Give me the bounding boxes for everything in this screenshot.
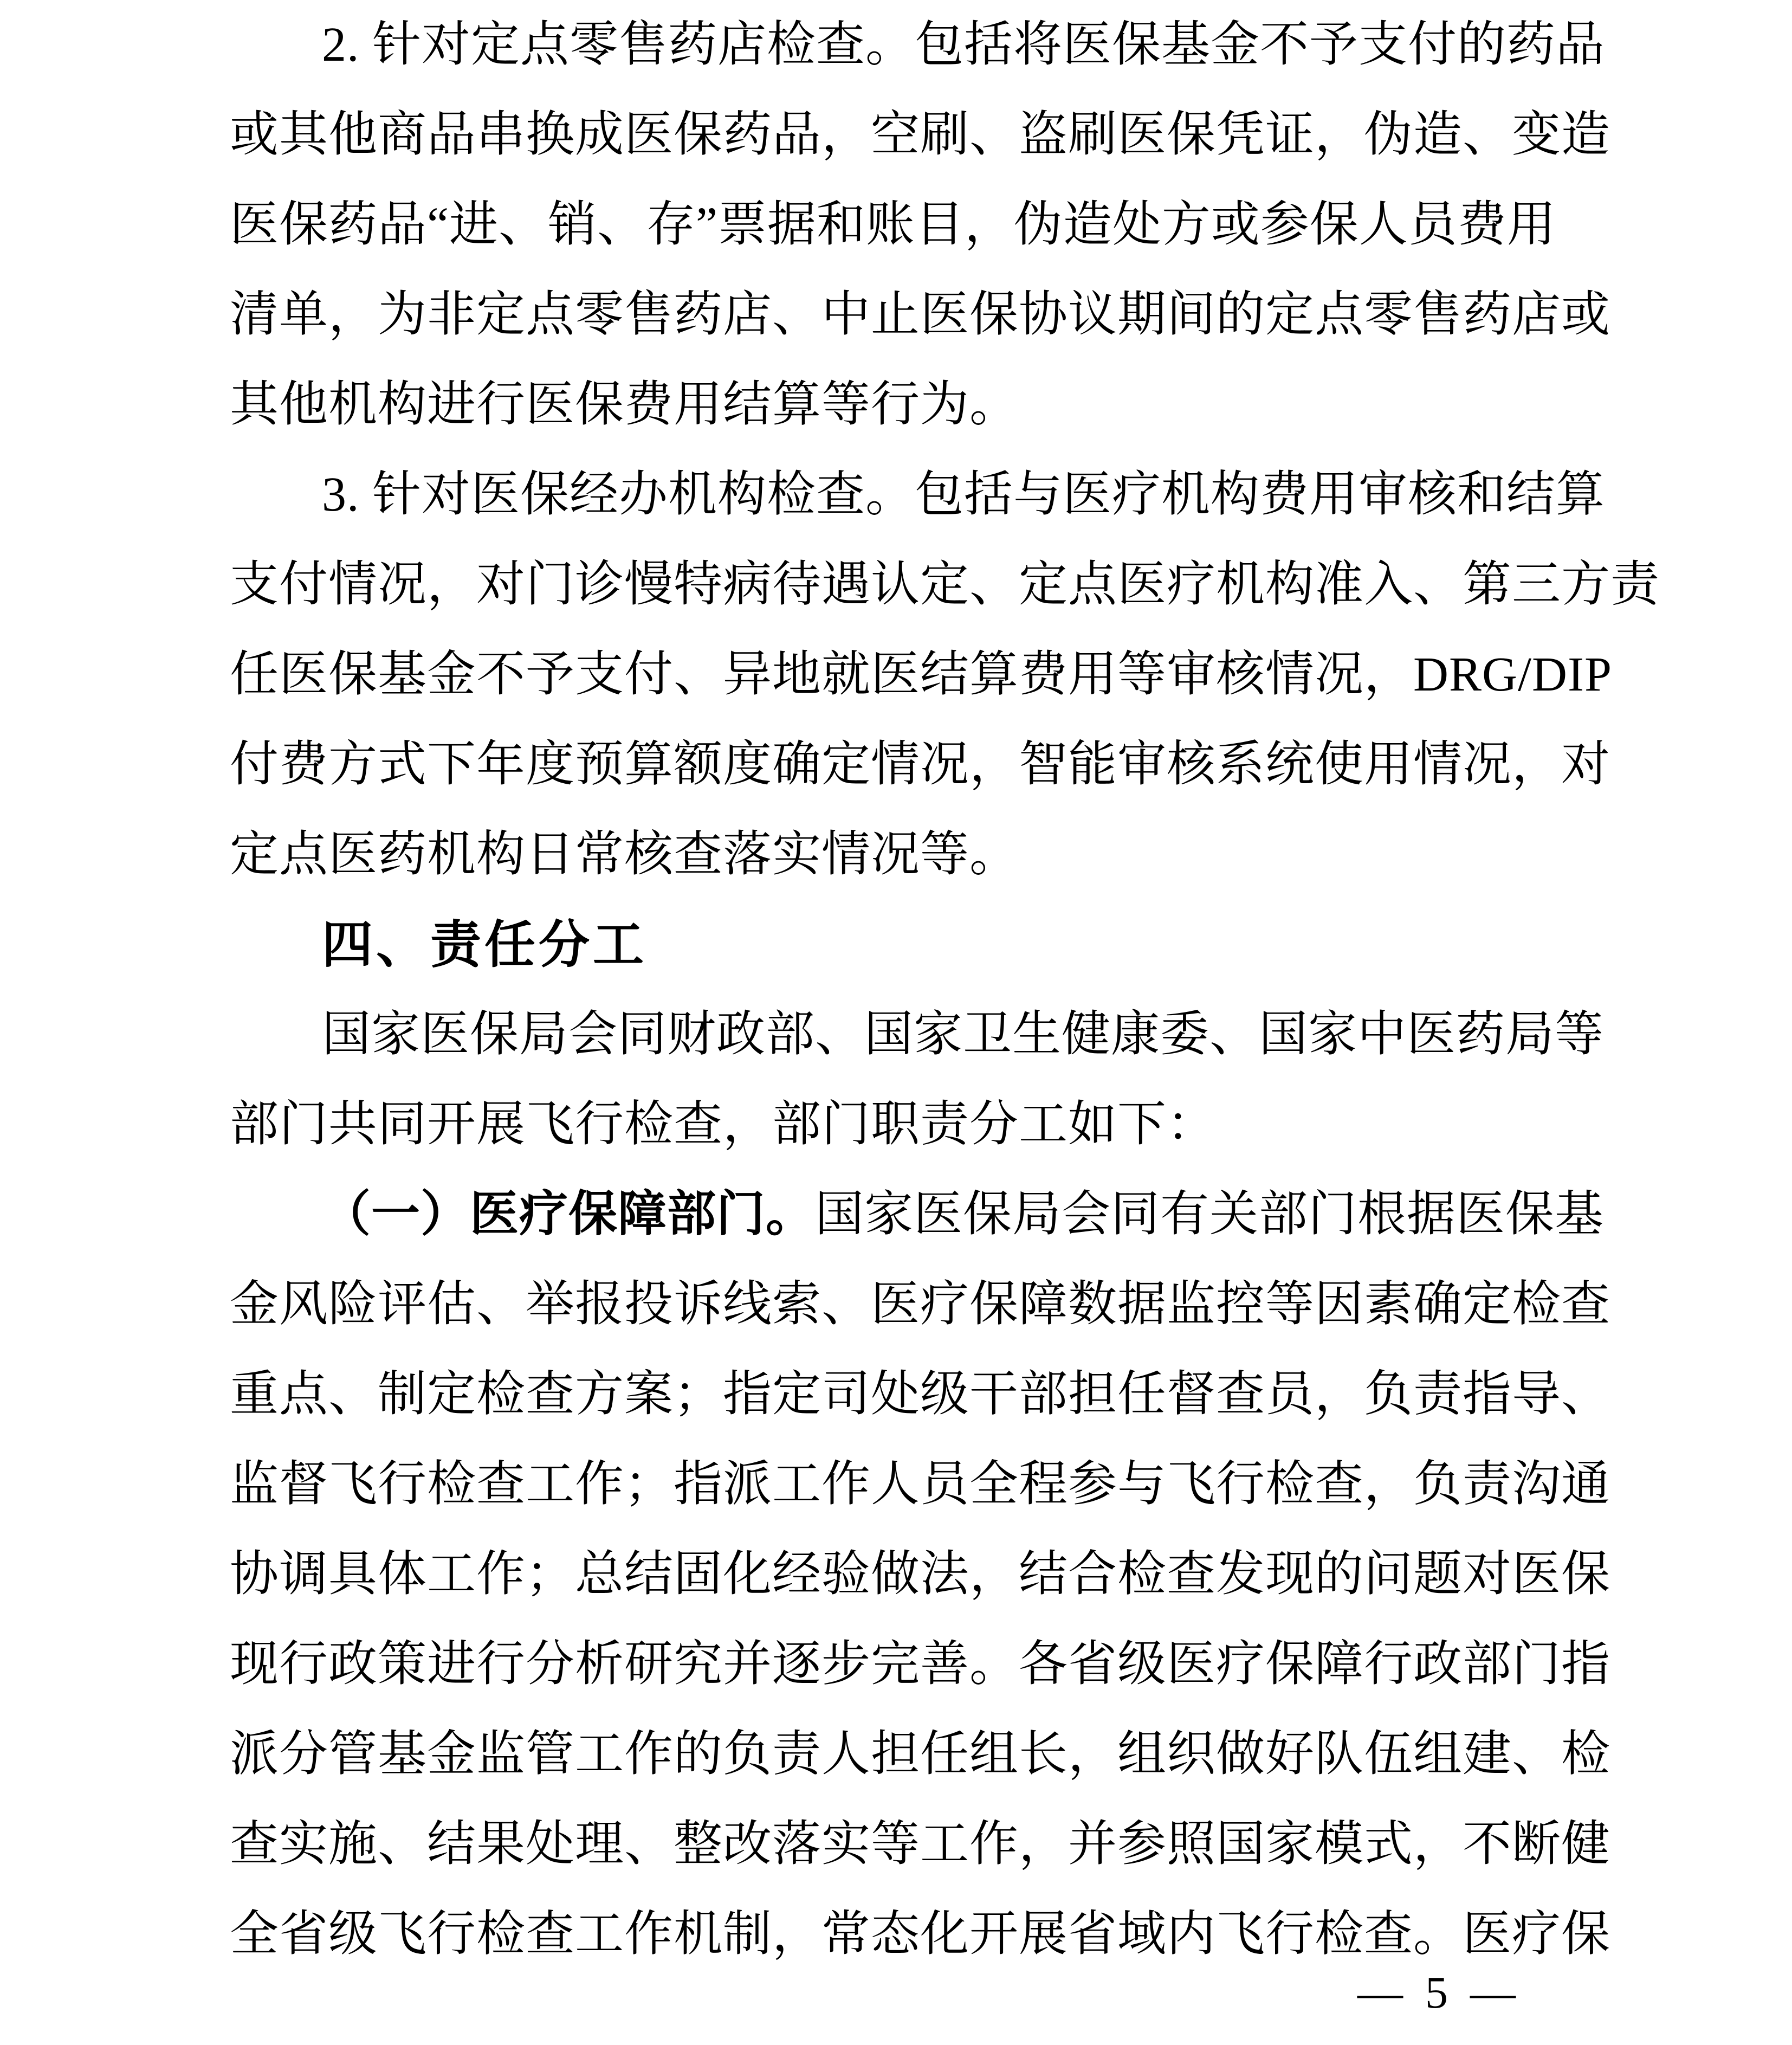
text-line <box>230 1799 1610 1889</box>
text-line-text: 全省级飞行检查工作机制，常态化开展省域内飞行检查。医疗保 <box>230 1907 1610 1961</box>
text-line-text: 其他机构进行医保费用结算等行为。 <box>230 378 1019 431</box>
text-line <box>230 1620 1610 1709</box>
text-line-text: 医保药品“进、销、存”票据和账目，伪造处方或参保人员费用 <box>230 198 1556 251</box>
text-line-text: 监督飞行检查工作；指派工作人员全程参与飞行检查，负责沟通 <box>230 1457 1610 1511</box>
text-line <box>230 720 1610 810</box>
text-line-text: 派分管基金监管工作的负责人担任组长，组织做好队伍组建、检 <box>230 1727 1610 1781</box>
text-line-text: 国家医保局会同财政部、国家卫生健康委、国家中医药局等 <box>322 1008 1604 1061</box>
text-line <box>230 180 1574 270</box>
text-line-text: 或其他商品串换成医保药品，空刷、盗刷医保凭证，伪造、变造 <box>230 108 1610 162</box>
text-line <box>230 450 1605 540</box>
text-line <box>230 1080 1574 1170</box>
text-line-text: 3. 针对医保经办机构检查。包括与医疗机构费用审核和结算 <box>322 468 1605 521</box>
text-line <box>230 270 1610 360</box>
text-line <box>230 1350 1610 1440</box>
text-line <box>230 1709 1610 1799</box>
text-line-text: 部门共同开展飞行检查，部门职责分工如下： <box>230 1098 1216 1151</box>
text-line <box>230 1530 1610 1620</box>
subsection-heading-text: （一）医疗保障部门。 <box>322 1188 815 1241</box>
text-line <box>230 990 1604 1080</box>
text-line <box>230 1260 1610 1350</box>
text-line <box>230 90 1610 180</box>
text-line-text: 付费方式下年度预算额度确定情况，智能审核系统使用情况，对 <box>230 738 1610 791</box>
section-heading <box>230 900 1574 990</box>
text-line <box>230 360 1574 450</box>
text-line-text: 重点、制定检查方案；指定司处级干部担任督查员，负责指导、 <box>230 1367 1610 1421</box>
text-line-text: 国家医保局会同有关部门根据医保基 <box>815 1188 1604 1241</box>
text-line-text: 支付情况，对门诊慢特病待遇认定、定点医疗机构准入、第三方责 <box>230 558 1660 611</box>
text-line-text: 金风险评估、举报投诉线索、医疗保障数据监控等因素确定检查 <box>230 1278 1610 1331</box>
text-line <box>230 630 1613 720</box>
document-body <box>230 0 1660 1979</box>
text-line <box>230 1440 1610 1530</box>
text-line <box>230 540 1660 630</box>
text-line <box>230 810 1574 900</box>
text-line-text: 协调具体工作；总结固化经验做法，结合检查发现的问题对医保 <box>230 1547 1610 1601</box>
page-number: — 5 — <box>1357 1967 1521 2018</box>
text-line-text: 2. 针对定点零售药店检查。包括将医保基金不予支付的药品 <box>322 18 1605 72</box>
text-line-text: 现行政策进行分析研究并逐步完善。各省级医疗保障行政部门指 <box>230 1637 1610 1691</box>
text-line-text: 查实施、结果处理、整改落实等工作，并参照国家模式，不断健 <box>230 1817 1610 1871</box>
subsection-heading-line <box>230 1170 1604 1260</box>
section-heading-text: 四、责任分工 <box>322 916 648 973</box>
text-line <box>230 0 1605 90</box>
text-line-text: 定点医药机构日常核查落实情况等。 <box>230 828 1019 881</box>
text-line-text: 任医保基金不予支付、异地就医结算费用等审核情况，DRG/DIP <box>230 648 1613 701</box>
text-line-text: 清单，为非定点零售药店、中止医保协议期间的定点零售药店或 <box>230 288 1610 341</box>
